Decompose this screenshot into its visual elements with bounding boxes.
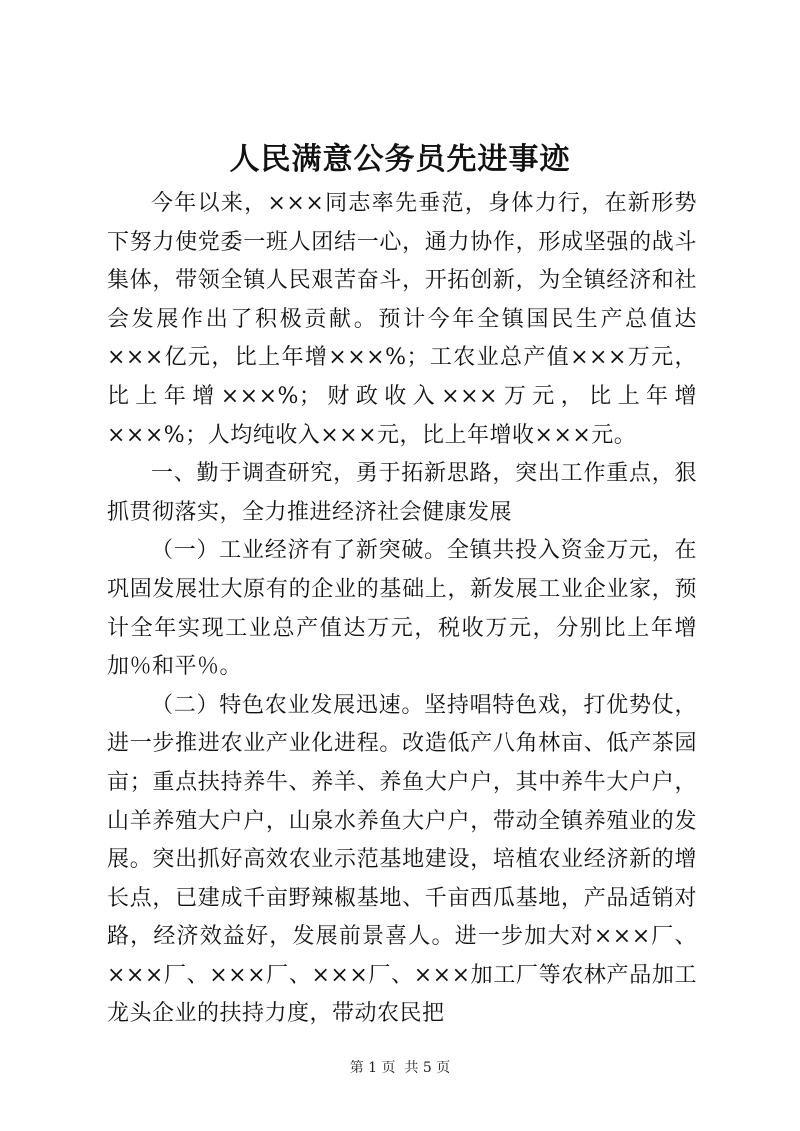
paragraph-industry: （一）工业经济有了新突破。全镇共投入资金万元，在巩固发展壮大原有的企业的基础上，新发展工业企业家，预计全年实现工业总产值达万元，税收万元，分别比上年增加％和平％。 <box>107 538 697 680</box>
paragraph-agriculture: （二）特色农业发展迅速。坚持唱特色戏，打优势仗，进一步推进农业产业化进程。改造低产八角林亩、低产茶园亩；重点扶持养牛、养羊、养鱼大户户，其中养牛大户户，山羊养殖大户户，山泉水养鱼大户户，带动全镇养殖业的发展。突出抓好高效农业示范基地建设，培植农业经济新的增长点，已建成千亩野辣椒基地、千亩西瓜基地，产品适销对路，经济效益好，发展前景喜人。进一步加大对×××厂、×××厂、×××厂、×××厂、×××加工厂等农林产品加工龙头企业的扶持力度，带动农民把 <box>107 692 697 1027</box>
paragraph-section-heading: 一、勤于调查研究，勇于拓新思路，突出工作重点，狠抓贯彻落实，全力推进经济社会健康发展 <box>107 461 697 525</box>
page-number: 第 1 页 共 5 页 <box>349 1060 451 1076</box>
page-footer <box>0 1058 800 1078</box>
document-body <box>107 185 697 1034</box>
paragraph-intro: 今年以来，×××同志率先垂范，身体力行，在新形势下努力使党委一班人团结一心，通力协作，形成坚强的战斗集体，带领全镇人民艰苦奋斗，开拓创新，为全镇经济和社会发展作出了积极贡献。预计今年全镇国民生产总值达×××亿元，比上年增×××%；工农业总产值×××万元，比上年增×××%；财政收入×××万元，比上年增×××%；人均纯收入×××元，比上年增收×××元。 <box>107 191 697 448</box>
document-title: 人民满意公务员先进事迹 <box>229 142 571 177</box>
